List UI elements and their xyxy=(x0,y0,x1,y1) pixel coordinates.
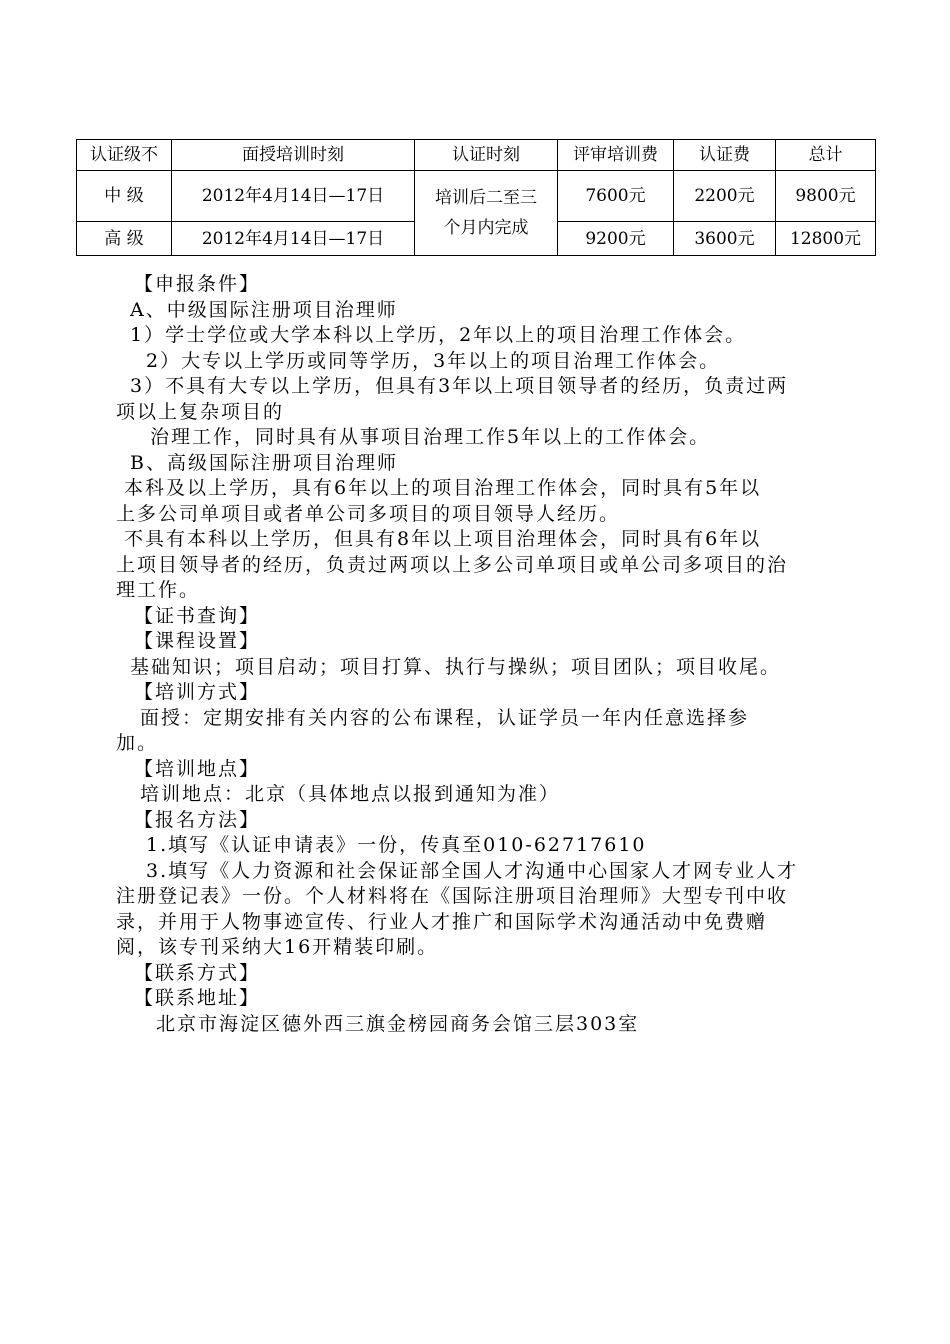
paragraph-line: 1.填写《认证申请表》一份，传真至010-62717610 xyxy=(146,834,647,856)
paragraph-line: 3）不具有大专以上学历，但具有3年以上项目领导者的经历，负责过两 xyxy=(130,375,789,397)
date-cell: 2012年4月14日—17日 xyxy=(172,222,415,256)
subsection-title: A、中级国际注册项目治理师 xyxy=(130,298,398,321)
section-heading: 【联系地址】 xyxy=(134,987,261,1009)
table-header-row xyxy=(77,140,876,171)
paragraph-line: 培训地点：北京（具体地点以报到通知为准） xyxy=(140,783,561,805)
subsection-title: B、高级国际注册项目治理师 xyxy=(130,451,398,474)
section-heading: 【联系方式】 xyxy=(134,961,261,984)
table-header-cell: 评审培训费 xyxy=(558,140,674,171)
table-header-cell: 认证费 xyxy=(674,140,776,171)
cert-time-cell xyxy=(415,171,558,256)
document-body xyxy=(116,272,836,1037)
total-cell: 9800元 xyxy=(776,171,876,222)
table-header-cell: 认证时刻 xyxy=(415,140,558,171)
level-cell: 高 级 xyxy=(77,222,172,256)
paragraph-line: 注册登记表》一份。个人材料将在《国际注册项目治理师》大型专刊中收 xyxy=(116,885,789,907)
cert-fee-cell: 2200元 xyxy=(674,171,776,222)
paragraph-line: 录，并用于人物事迹宣传、行业人才推广和国际学术沟通活动中免费赠 xyxy=(116,910,768,933)
fee-cell: 7600元 xyxy=(558,171,674,222)
paragraph-line: 上多公司单项目或者单公司多项目的项目领导人经历。 xyxy=(116,502,621,525)
total-cell: 12800元 xyxy=(776,222,876,256)
fee-table xyxy=(76,139,876,256)
level-cell: 中 级 xyxy=(77,171,172,222)
section-heading: 【培训地点】 xyxy=(134,757,261,780)
table-header-cell: 面授培训时刻 xyxy=(172,140,415,171)
paragraph-line: 本科及以上学历，具有6年以上的项目治理工作体会，同时具有5年以 xyxy=(124,477,762,499)
address-line: 北京市海淀区德外西三旗金榜园商务会馆三层303室 xyxy=(156,1012,640,1035)
paragraph-line: 加。 xyxy=(116,732,159,754)
paragraph-line: 面授：定期安排有关内容的公布课程，认证学员一年内任意选择参 xyxy=(140,706,750,729)
table-header-cell: 总计 xyxy=(776,140,876,171)
date-cell: 2012年4月14日—17日 xyxy=(172,171,415,222)
section-heading: 【报名方法】 xyxy=(134,808,261,831)
cert-fee-cell: 3600元 xyxy=(674,222,776,256)
paragraph-line: 治理工作，同时具有从事项目治理工作5年以上的工作体会。 xyxy=(150,426,711,448)
paragraph-line: 基础知识；项目启动；项目打算、执行与操纵；项目团队；项目收尾。 xyxy=(130,655,782,678)
paragraph-line: 上项目领导者的经历，负责过两项以上多公司单项目或单公司多项目的治 xyxy=(116,553,789,576)
paragraph-line: 理工作。 xyxy=(116,579,201,601)
section-heading: 【申报条件】 xyxy=(134,273,261,295)
paragraph-line: 阅，该专刊采纳大16开精装印刷。 xyxy=(116,936,439,958)
cert-time-line: 个月内完成 xyxy=(443,218,529,238)
fee-cell: 9200元 xyxy=(558,222,674,256)
table-row xyxy=(77,171,876,222)
section-heading: 【证书查询】 xyxy=(134,604,261,627)
table-header-cell: 认证级不 xyxy=(77,140,172,171)
section-heading: 【培训方式】 xyxy=(134,681,261,703)
paragraph-line: 项以上复杂项目的 xyxy=(116,400,285,423)
paragraph-line: 3.填写《人力资源和社会保证部全国人才沟通中心国家人才网专业人才 xyxy=(146,859,799,882)
paragraph-line: 不具有本科以上学历，但具有8年以上项目治理体会，同时具有6年以 xyxy=(124,528,762,550)
paragraph-line: 1）学士学位或大学本科以上学历，2年以上的项目治理工作体会。 xyxy=(130,324,747,346)
cert-time-line: 培训后二至三 xyxy=(435,188,537,208)
section-heading: 【课程设置】 xyxy=(134,630,261,652)
paragraph-line: 2）大专以上学历或同等学历，3年以上的项目治理工作体会。 xyxy=(146,349,721,372)
